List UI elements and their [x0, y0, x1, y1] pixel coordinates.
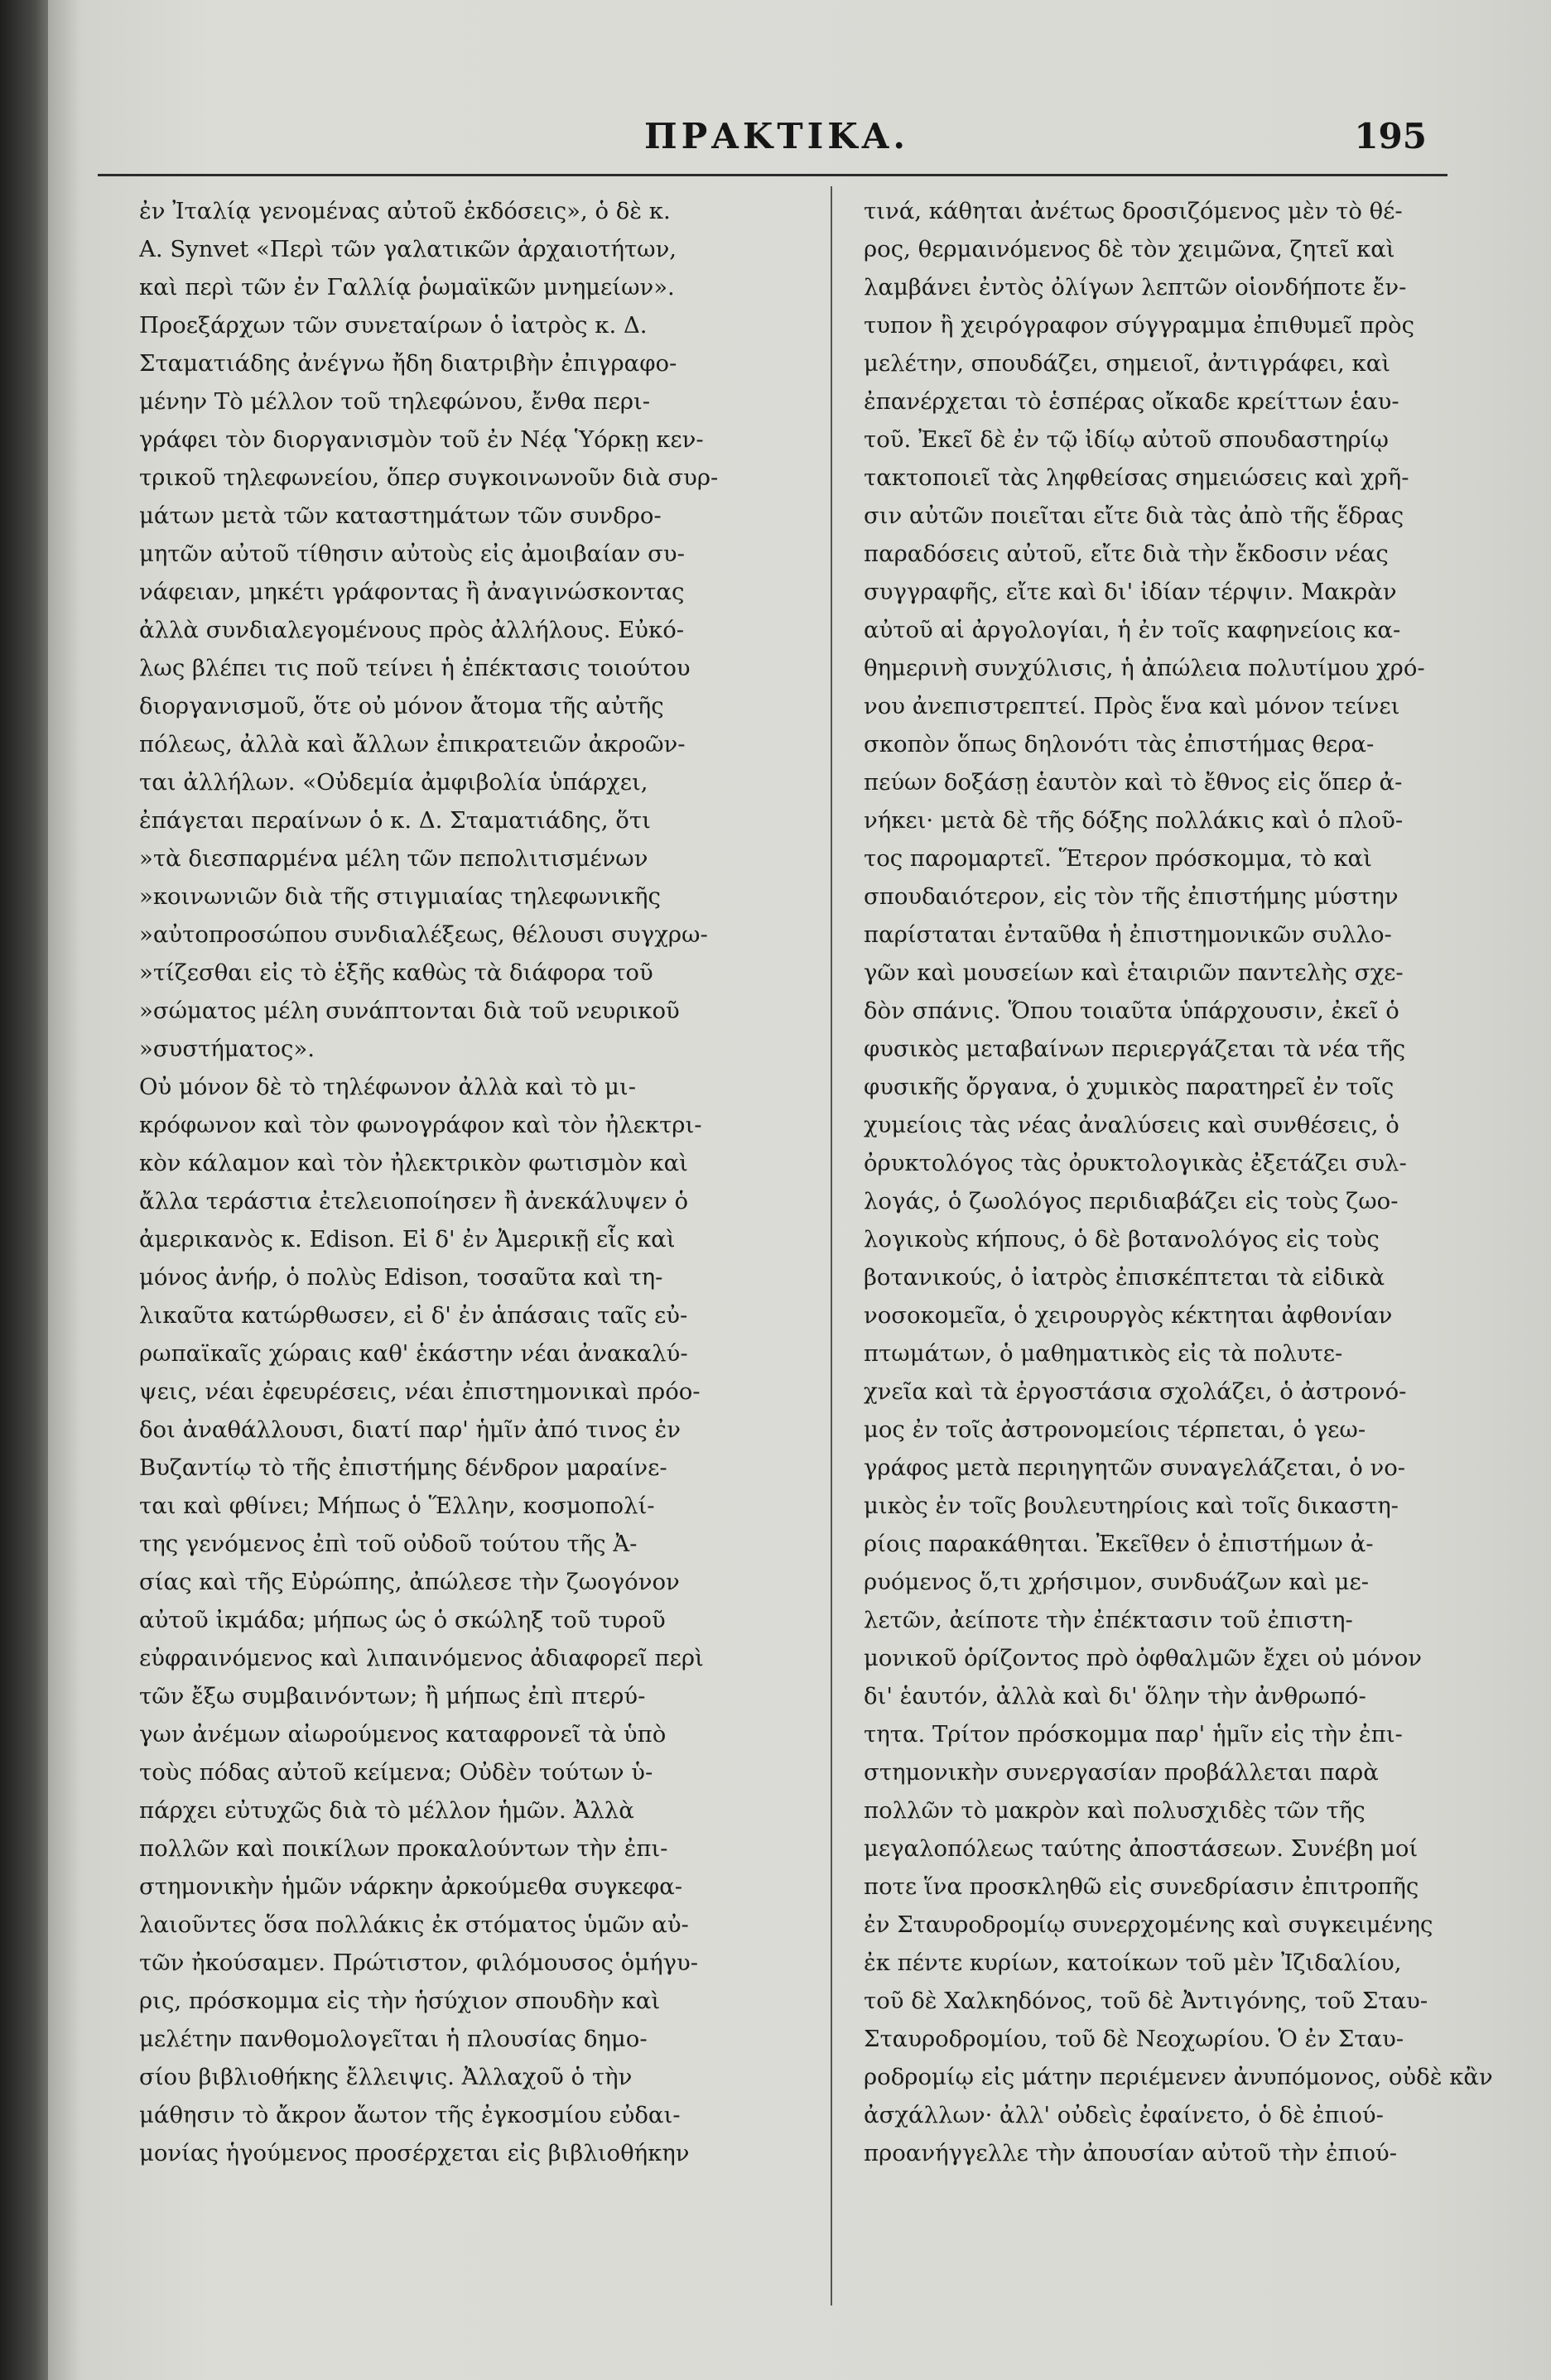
text-line: ται καὶ φθίνει; Μήπως ὁ Ἕλλην, κοσμοπολί- — [139, 1493, 655, 1519]
text-line: »τὰ διεσπαρμένα μέλη τῶν πεπολιτισμένων — [139, 845, 648, 872]
text-line: ροδρομίῳ εἰς μάτην περιέμενεν ἀνυπόμονος, οὐδὲ κἂν — [864, 2064, 1493, 2090]
text-line: αὐτοῦ αἱ ἀργολογίαι, ἡ ἐν τοῖς καφηνείοις κα- — [864, 617, 1401, 643]
text-line: ψεις, νέαι ἐφευρέσεις, νέαι ἐπιστημονικαὶ πρόο- — [139, 1378, 701, 1405]
text-line: νου ἀνεπιστρεπτεί. Πρὸς ἕνα καὶ μόνον τείνει — [864, 693, 1400, 719]
text-line: λαιοῦντες ὅσα πολλάκις ἐκ στόματος ὑμῶν αὐ- — [139, 1911, 689, 1938]
text-line: »συστήματος». — [139, 1036, 315, 1062]
text-line: εὐφραινόμενος καὶ λιπαινόμενος ἀδιαφορεῖ περὶ — [139, 1645, 704, 1671]
text-line: δὸν σπάνις. Ὅπου τοιαῦτα ὑπάρχουσιν, ἐκεῖ ὁ — [864, 998, 1399, 1024]
running-head-title: ΠΡΑΚΤΙΚΑ. — [644, 116, 909, 156]
page-number: 195 — [1354, 116, 1427, 156]
header-rule — [98, 174, 1447, 176]
text-line: ὀρυκτολόγος τὰς ὀρυκτολογικὰς ἐξετάζει συλ- — [864, 1150, 1407, 1176]
text-line: σκοπὸν ὅπως δηλονότι τὰς ἐπιστήμας θερα- — [864, 731, 1375, 757]
running-head — [48, 116, 1551, 166]
text-line: χνεῖα καὶ τὰ ἐργοστάσια σχολάζει, ὁ ἀστρονό- — [864, 1378, 1407, 1405]
text-line: τοῦ δὲ Χαλκηδόνος, τοῦ δὲ Ἀντιγόνης, τοῦ Σταυ- — [864, 1988, 1428, 2014]
text-line: μάθησιν τὸ ἄκρον ἄωτον τῆς ἐγκοσμίου εὐδαι- — [139, 2102, 681, 2128]
text-line: παρίσταται ἐνταῦθα ἡ ἐπιστημονικῶν συλλο- — [864, 921, 1392, 948]
text-line: μόνος ἀνήρ, ὁ πολὺς Edison, τοσαῦτα καὶ τη- — [139, 1264, 663, 1291]
text-line: τινά, κάθηται ἀνέτως δροσιζόμενος μὲν τὸ θέ- — [864, 198, 1403, 224]
text-line: φυσικὸς μεταβαίνων περιεργάζεται τὰ νέα τῆς — [864, 1036, 1406, 1062]
text-line: »αὐτοπροσώπου συνδιαλέξεως, θέλουσι συγχρω- — [139, 921, 708, 948]
text-line: τος παρομαρτεῖ. Ἕτερον πρόσκομμα, τὸ καὶ — [864, 845, 1372, 872]
text-line: τακτοποιεῖ τὰς ληφθείσας σημειώσεις καὶ χρῆ- — [864, 464, 1409, 491]
text-line: ἐκ πέντε κυρίων, κατοίκων τοῦ μὲν Ἰζιδαλίου, — [864, 1950, 1402, 1976]
text-line: λαμβάνει ἐντὸς ὀλίγων λεπτῶν οἱονδήποτε ἔν- — [864, 274, 1407, 301]
text-line: ἄλλα τεράστια ἐτελειοποίησεν ἢ ἀνεκάλυψεν ὁ — [139, 1188, 689, 1214]
text-line: ποτε ἵνα προσκληθῶ εἰς συνεδρίασιν ἐπιτροπῆς — [864, 1873, 1419, 1900]
text-line: μελέτην, σπουδάζει, σημειοῖ, ἀντιγράφει, καὶ — [864, 350, 1391, 377]
text-line: Προεξάρχων τῶν συνεταίρων ὁ ἰατρὸς κ. Δ. — [139, 312, 648, 339]
text-line: ρωπαϊκαῖς χώραις καθ' ἑκάστην νέαι ἀνακαλύ- — [139, 1340, 688, 1367]
text-line: καὶ περὶ τῶν ἐν Γαλλίᾳ ῥωμαϊκῶν μνημείων». — [139, 274, 675, 301]
text-line: μάτων μετὰ τῶν καταστημάτων τῶν συνδρο- — [139, 502, 662, 529]
text-line: νήκει· μετὰ δὲ τῆς δόξης πολλάκις καὶ ὁ πλοῦ- — [864, 807, 1404, 834]
text-line: νοσοκομεῖα, ὁ χειρουργὸς κέκτηται ἀφθονίαν — [864, 1302, 1393, 1329]
text-line: τητα. Τρίτον πρόσκομμα παρ' ἡμῖν εἰς τὴν ἐπι- — [864, 1721, 1403, 1748]
text-line: συγγραφῆς, εἴτε καὶ δι' ἰδίαν τέρψιν. Μακρὰν — [864, 579, 1397, 605]
text-line: ται ἀλλήλων. «Οὐδεμία ἀμφιβολία ὑπάρχει, — [139, 769, 648, 796]
text-line: τῶν ἔξω συμβαινόντων; ἢ μήπως ἐπὶ πτερύ- — [139, 1683, 646, 1709]
text-line: Βυζαντίῳ τὸ τῆς ἐπιστήμης δένδρον μαραίνε- — [139, 1454, 667, 1481]
text-line: σπουδαιότερον, εἰς τὸν τῆς ἐπιστήμης μύστην — [864, 883, 1399, 910]
text-line: τρικοῦ τηλεφωνείου, ὅπερ συγκοινωνοῦν διὰ συρ- — [139, 464, 719, 491]
text-line: χυμείοις τὰς νέας ἀναλύσεις καὶ συνθέσεις, ὁ — [864, 1112, 1399, 1138]
text-line: παραδόσεις αὐτοῦ, εἴτε διὰ τὴν ἔκδοσιν νέας — [864, 541, 1389, 567]
text-line: δοι ἀναθάλλουσι, διατί παρ' ἡμῖν ἀπό τινος ἐν — [139, 1416, 681, 1443]
text-line: ρυόμενος ὅ,τι χρήσιμον, συνδυάζων καὶ με- — [864, 1569, 1370, 1595]
text-line: πολλῶν τὸ μακρὸν καὶ πολυσχιδὲς τῶν τῆς — [864, 1797, 1366, 1824]
text-line: πεύων δοξάσῃ ἑαυτὸν καὶ τὸ ἔθνος εἰς ὅπερ ἀ- — [864, 769, 1403, 796]
text-line: στημονικὴν συνεργασίαν προβάλλεται παρὰ — [864, 1759, 1379, 1786]
text-line: τῶν ἠκούσαμεν. Πρώτιστον, φιλόμουσος ὁμήγυ- — [139, 1950, 698, 1976]
text-line: γράφει τὸν διοργανισμὸν τοῦ ἐν Νέᾳ Ὑόρκῃ κεν- — [139, 426, 704, 453]
text-line: ρις, πρόσκομμα εἰς τὴν ἡσύχιον σπουδὴν καὶ — [139, 1988, 661, 2014]
text-line: A. Synvet «Περὶ τῶν γαλατικῶν ἀρχαιοτήτων, — [139, 236, 677, 262]
text-line: πάρχει εὐτυχῶς διὰ τὸ μέλλον ἡμῶν. Ἀλλὰ — [139, 1797, 634, 1824]
text-line: προανήγγελλε τὴν ἀπουσίαν αὐτοῦ τὴν ἐπιού- — [864, 2140, 1398, 2166]
text-line: ρος, θερμαινόμενος δὲ τὸν χειμῶνα, ζητεῖ καὶ — [864, 236, 1395, 262]
text-line: λογικοὺς κήπους, ὁ δὲ βοτανολόγος εἰς τοὺς — [864, 1226, 1380, 1253]
text-line: »σώματος μέλη συνάπτονται διὰ τοῦ νευρικοῦ — [139, 998, 680, 1024]
text-line: ἀσχάλλων· ἀλλ' οὐδεὶς ἐφαίνετο, ὁ δὲ ἐπιού- — [864, 2102, 1384, 2128]
text-line: λογάς, ὁ ζωολόγος περιδιαβάζει εἰς τοὺς ζωο- — [864, 1188, 1399, 1214]
text-line: ρίοις παρακάθηται. Ἐκεῖθεν ὁ ἐπιστήμων ἀ- — [864, 1531, 1374, 1557]
text-line: »κοινωνιῶν διὰ τῆς στιγμιαίας τηλεφωνικῆς — [139, 883, 661, 910]
right-text-column — [864, 192, 1514, 2172]
book-page — [48, 0, 1551, 2380]
text-line: τοὺς πόδας αὐτοῦ κείμενα; Οὐδὲν τούτων ὑ- — [139, 1759, 653, 1786]
text-line: γράφος μετὰ περιηγητῶν συναγελάζεται, ὁ νο- — [864, 1454, 1406, 1481]
text-line: λως βλέπει τις ποῦ τείνει ἡ ἐπέκτασις τοιούτου — [139, 655, 691, 681]
text-line: μελέτην πανθομολογεῖται ἡ πλουσίας δημο- — [139, 2026, 648, 2052]
left-text-column — [139, 192, 802, 2172]
text-line: φυσικῆς ὄργανα, ὁ χυμικὸς παρατηρεῖ ἐν τοῖς — [864, 1074, 1394, 1100]
text-line: νάφειαν, μηκέτι γράφοντας ἢ ἀναγινώσκοντας — [139, 579, 685, 605]
text-line: γῶν καὶ μουσείων καὶ ἑταιριῶν παντελὴς σχε- — [864, 959, 1404, 986]
text-line: βοτανικούς, ὁ ἰατρὸς ἐπισκέπτεται τὰ εἰδικὰ — [864, 1264, 1385, 1291]
text-line: μεγαλοπόλεως ταύτης ἀποστάσεων. Συνέβη μοί — [864, 1835, 1419, 1862]
text-line: μητῶν αὐτοῦ τίθησιν αὐτοὺς εἰς ἀμοιβαίαν συ- — [139, 541, 685, 567]
column-divider — [831, 186, 832, 2305]
text-line: διοργανισμοῦ, ὅτε οὐ μόνον ἄτομα τῆς αὐτῆς — [139, 693, 664, 719]
text-line: σίας καὶ τῆς Εὐρώπης, ἀπώλεσε τὴν ζωογόνον — [139, 1569, 680, 1595]
text-line: δι' ἑαυτόν, ἀλλὰ καὶ δι' ὅλην τὴν ἀνθρωπό- — [864, 1683, 1366, 1709]
text-line: Σταυροδρομίου, τοῦ δὲ Νεοχωρίου. Ὁ ἐν Σταυ- — [864, 2026, 1404, 2052]
text-line: τυπον ἢ χειρόγραφον σύγγραμμα ἐπιθυμεῖ πρὸς — [864, 312, 1414, 339]
text-line: γων ἀνέμων αἰωρούμενος καταφρονεῖ τὰ ὑπὸ — [139, 1721, 667, 1748]
text-line: λικαῦτα κατώρθωσεν, εἰ δ' ἐν ἁπάσαις ταῖς εὐ- — [139, 1302, 688, 1329]
text-line: σιν αὐτῶν ποιεῖται εἴτε διὰ τὰς ἀπὸ τῆς ἕδρας — [864, 502, 1404, 529]
text-line: θημερινὴ συνχύλισις, ἡ ἀπώλεια πολυτίμου χρό- — [864, 655, 1425, 681]
text-line: ἐπάγεται περαίνων ὁ κ. Δ. Σταματιάδης, ὅτι — [139, 807, 651, 834]
text-line: της γενόμενος ἐπὶ τοῦ οὐδοῦ τούτου τῆς Ἀ- — [139, 1531, 638, 1557]
text-line: λετῶν, ἀείποτε τὴν ἐπέκτασιν τοῦ ἐπιστη- — [864, 1607, 1353, 1633]
text-line: ἐπανέρχεται τὸ ἑσπέρας οἴκαδε κρείττων ἑαυ- — [864, 388, 1399, 415]
text-line: σίου βιβλιοθήκης ἔλλειψις. Ἀλλαχοῦ ὁ τὴν — [139, 2064, 633, 2090]
text-line: μονίας ἡγούμενος προσέρχεται εἰς βιβλιοθήκην — [139, 2140, 690, 2166]
text-line: πολλῶν καὶ ποικίλων προκαλούντων τὴν ἐπι- — [139, 1835, 668, 1862]
text-line: ἀμερικανὸς κ. Edison. Εἰ δ' ἐν Ἀμερικῇ εἷς καὶ — [139, 1226, 676, 1253]
text-line: στημονικὴν ἡμῶν νάρκην ἀρκούμεθα συγκεφα- — [139, 1873, 682, 1900]
text-line: ἐν Σταυροδρομίῳ συνερχομένης καὶ συγκειμένης — [864, 1911, 1433, 1938]
text-line: μένην Τὸ μέλλον τοῦ τηλεφώνου, ἔνθα περι- — [139, 388, 651, 415]
text-line: τοῦ. Ἐκεῖ δὲ ἐν τῷ ἰδίῳ αὐτοῦ σπουδαστηρίῳ — [864, 426, 1389, 453]
text-line: Οὐ μόνον δὲ τὸ τηλέφωνον ἀλλὰ καὶ τὸ μι- — [139, 1074, 636, 1100]
text-line: ἐν Ἰταλίᾳ γενομένας αὐτοῦ ἐκδόσεις», ὁ δὲ κ. — [139, 198, 671, 224]
text-line: κὸν κάλαμον καὶ τὸν ἠλεκτρικὸν φωτισμὸν καὶ — [139, 1150, 688, 1176]
text-line: μονικοῦ ὁρίζοντος πρὸ ὀφθαλμῶν ἔχει οὐ μόνον — [864, 1645, 1423, 1671]
text-line: μικὸς ἐν τοῖς βουλευτηρίοις καὶ τοῖς δικαστη- — [864, 1493, 1399, 1519]
text-line: πτωμάτων, ὁ μαθηματικὸς εἰς τὰ πολυτε- — [864, 1340, 1343, 1367]
text-line: Σταματιάδης ἀνέγνω ἤδη διατριβὴν ἐπιγραφο- — [139, 350, 677, 377]
text-line: »τίζεσθαι εἰς τὸ ἑξῆς καθὼς τὰ διάφορα τοῦ — [139, 959, 653, 986]
text-line: ἀλλὰ συνδιαλεγομένους πρὸς ἀλλήλους. Εὐκό- — [139, 617, 685, 643]
text-line: πόλεως, ἀλλὰ καὶ ἄλλων ἐπικρατειῶν ἀκροῶν- — [139, 731, 686, 757]
text-line: αὐτοῦ ἰκμάδα; μήπως ὡς ὁ σκώληξ τοῦ τυροῦ — [139, 1607, 666, 1633]
text-line: κρόφωνον καὶ τὸν φωνογράφον καὶ τὸν ἠλεκτρι- — [139, 1112, 702, 1138]
text-line: μος ἐν τοῖς ἀστρονομείοις τέρπεται, ὁ γεω- — [864, 1416, 1366, 1443]
